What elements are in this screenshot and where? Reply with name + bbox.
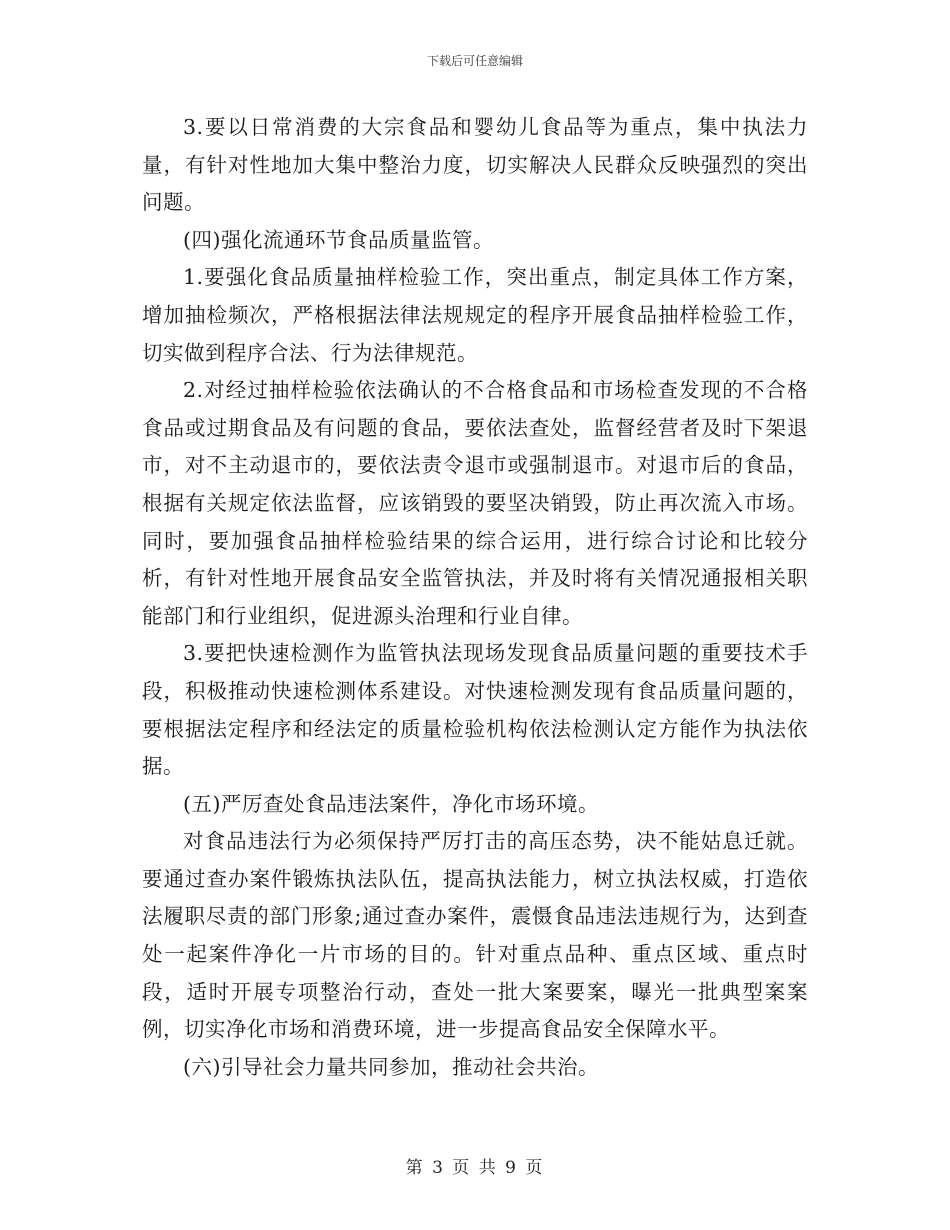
document-body (142, 109, 808, 1086)
paragraph-item-3-focus: 3.要以日常消费的大宗食品和婴幼儿食品等为重点，集中执法力量，有针对性地加大集中整治力度，切实解决人民群众反映强烈的突出问题。 (142, 115, 808, 215)
paragraph-item-1-sampling: 1.要强化食品质量抽样检验工作，突出重点，制定具体工作方案，增加抽检频次，严格根据法律法规规定的程序开展食品抽样检验工作，切实做到程序合法、行为法律规范。 (142, 265, 808, 365)
section-heading-4: (四)强化流通环节食品质量监管。 (183, 227, 494, 252)
page-number: 第 3 页 共 9 页 (405, 1158, 545, 1178)
section-heading-5: (五)严厉查处食品违法案件，净化市场环境。 (183, 791, 599, 816)
page-header-note: 下载后可任意编辑 (426, 54, 523, 68)
paragraph-item-2-unqualified: 2.对经过抽样检验依法确认的不合格食品和市场检查发现的不合格食品或过期食品及有问题的食品，要依法查处，监督经营者及时下架退市，对不主动退市的，要依法责令退市或强制退市。对退市后的食品，根据有关规定依法监督，应该销毁的要坚决销毁，防止再次流入市场。同时，要加强食品抽样检验结果的综合运用，进行综合讨论和比较分析，有针对性地开展食品安全监管执法，并及时将有关情况通报相关职能部门和行业组织，促进源头治理和行业自律。 (142, 378, 808, 628)
section-heading-6: (六)引导社会力量共同参加，推动社会共治。 (183, 1054, 599, 1079)
paragraph-item-3-rapid-test: 3.要把快速检测作为监管执法现场发现食品质量问题的重要技术手段，积极推动快速检测体系建设。对快速检测发现有食品质量问题的，要根据法定程序和经法定的质量检验机构依法检测认定方能作为执法依据。 (142, 641, 808, 779)
paragraph-enforcement: 对食品违法行为必须保持严厉打击的高压态势，决不能姑息迁就。要通过查办案件锻炼执法队伍，提高执法能力，树立执法权威，打造依法履职尽责的部门形象;通过查办案件，震慑食品违法违规行为，达到查处一起案件净化一片市场的目的。针对重点品种、重点区域、重点时段，适时开展专项整治行动，查处一批大案要案，曝光一批典型案案例，切实净化市场和消费环境，进一步提高食品安全保障水平。 (142, 829, 808, 1042)
